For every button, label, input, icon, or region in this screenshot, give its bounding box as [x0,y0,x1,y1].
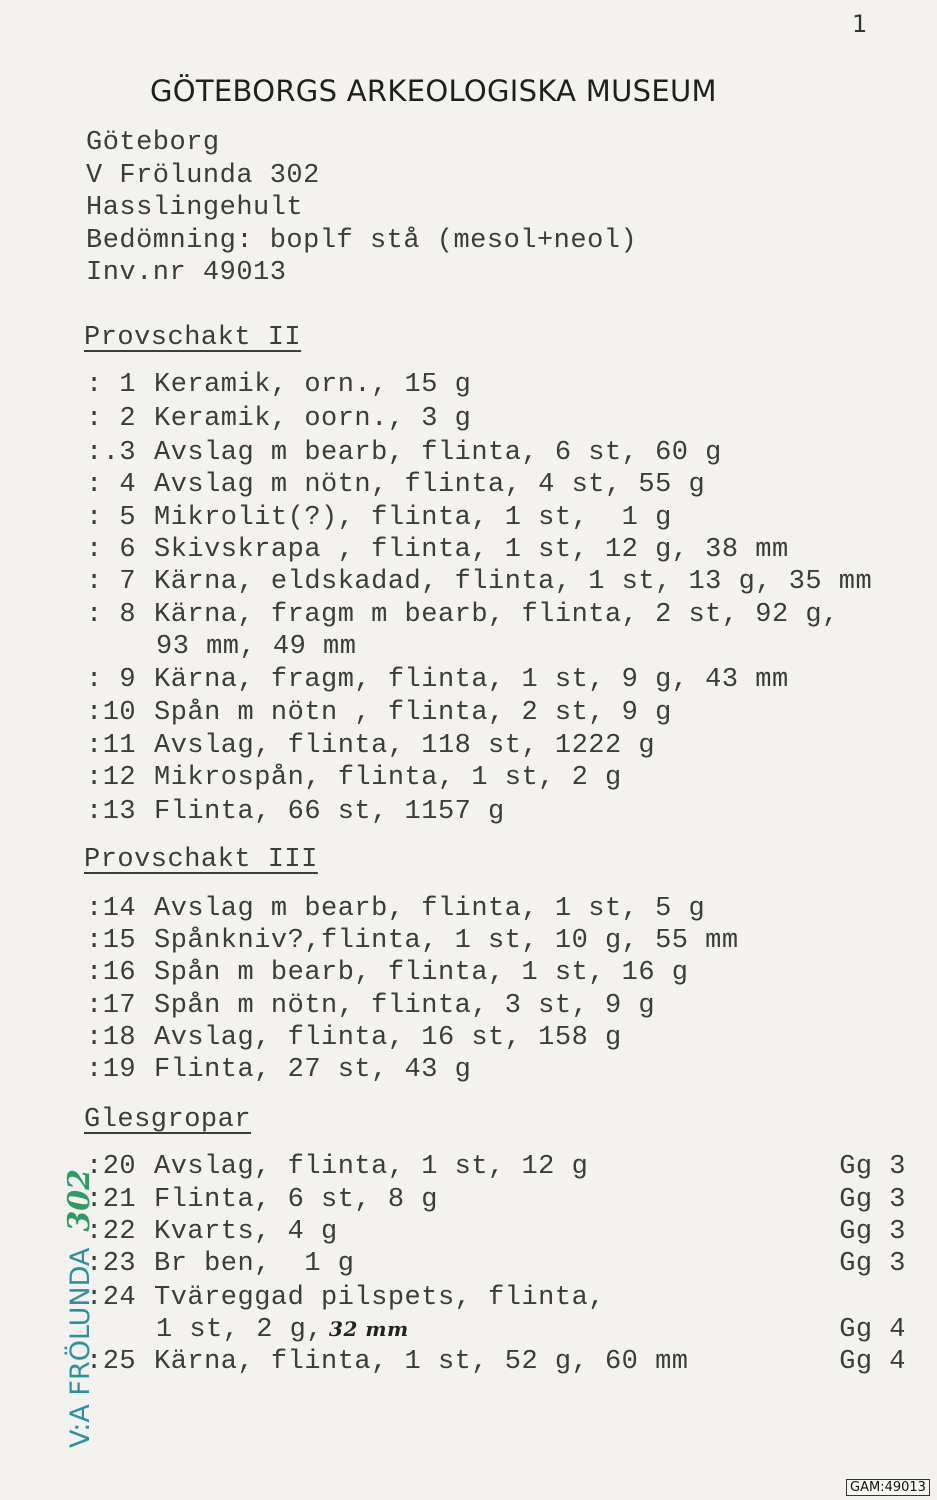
site-stamp [18,1110,97,1450]
item-number: :24 [86,1283,137,1313]
section-heading-provschakt-iii: Provschakt III [84,845,318,875]
list-item [86,926,916,960]
item-description: Keramik, orn., 15 g [154,370,472,400]
header-site: Hasslingehult [86,193,304,223]
item-pit-reference: Gg 3 [839,1152,906,1182]
item-description: Flinta, 66 st, 1157 g [154,797,505,827]
item-description: Avslag m bearb, flinta, 1 st, 5 g [154,894,706,924]
item-number: :10 [86,698,137,728]
header-parish: V Frölunda 302 [86,161,320,191]
item-number: :23 [86,1249,137,1279]
museum-title: GÖTEBORGS ARKEOLOGISKA MUSEUM [150,74,717,108]
item-number: : 5 [86,503,137,533]
list-item [86,1055,916,1089]
item-number: :17 [86,991,137,1021]
handwritten-note: 32 mm [329,1317,409,1341]
list-item [86,1152,916,1186]
list-item [86,894,916,928]
list-item [86,1217,916,1251]
list-item [86,1347,916,1381]
list-item [86,1185,916,1219]
stamp-text [62,1169,97,1448]
list-item [86,991,916,1025]
item-number: :25 [86,1347,137,1377]
item-description-continued [156,1315,409,1345]
item-number: :16 [86,958,137,988]
item-number: : 6 [86,535,137,565]
item-number: :22 [86,1217,137,1247]
list-item [86,958,916,992]
item-number: : 1 [86,370,137,400]
header-assessment: Bedömning: boplf stå (mesol+neol) [86,226,638,256]
item-number: :13 [86,797,137,827]
stamp-site-number: 302 [62,1168,97,1232]
item-description: Kvarts, 4 g [154,1217,338,1247]
header-city: Göteborg [86,128,220,158]
item-pit-reference: Gg 4 [839,1347,906,1377]
item-description: Br ben, 1 g [154,1249,355,1279]
item-number: :20 [86,1152,137,1182]
item-description: Skivskrapa , flinta, 1 st, 12 g, 38 mm [154,535,789,565]
item-description: Flinta, 6 st, 8 g [154,1185,438,1215]
item-number: : 8 [86,600,137,630]
item-number: : 2 [86,404,137,434]
list-item [86,438,916,472]
item-number: :15 [86,926,137,956]
item-description: Kärna, eldskadad, flinta, 1 st, 13 g, 35 mm [154,567,873,597]
stamp-site-name: V:A FRÖLUNDA [65,1247,96,1448]
item-description: Spån m bearb, flinta, 1 st, 16 g [154,958,689,988]
list-item [86,698,916,732]
section-heading-glesgropar: Glesgropar [84,1105,252,1135]
item-description-continued: 93 mm, 49 mm [156,632,357,662]
list-item [86,731,916,765]
item-description: Spån m nötn , flinta, 2 st, 9 g [154,698,672,728]
inventory-id-label: GAM:49013 [846,1479,930,1496]
list-item [86,1023,916,1057]
item-pit-reference: Gg 4 [839,1315,906,1345]
item-description: Avslag m bearb, flinta, 6 st, 60 g [154,438,722,468]
list-item [86,665,916,699]
list-item [86,600,916,666]
item-description: Avslag, flinta, 1 st, 12 g [154,1152,589,1182]
item-description: Mikrolit(?), flinta, 1 st, 1 g [154,503,672,533]
page-number: 1 [852,10,868,38]
list-item [86,797,916,831]
list-item [86,503,916,537]
item-description: Spån m nötn, flinta, 3 st, 9 g [154,991,656,1021]
list-item [86,370,916,404]
item-pit-reference: Gg 3 [839,1185,906,1215]
list-item [86,567,916,601]
section-heading-provschakt-ii: Provschakt II [84,323,302,353]
item-description: Kärna, flinta, 1 st, 52 g, 60 mm [154,1347,689,1377]
list-item [86,535,916,569]
item-description: Keramik, oorn., 3 g [154,404,472,434]
item-pit-reference: Gg 3 [839,1217,906,1247]
list-item [86,763,916,797]
item-description: Avslag m nötn, flinta, 4 st, 55 g [154,470,706,500]
item-continued-text: 1 st, 2 g, [156,1315,324,1345]
item-description: Kärna, fragm, flinta, 1 st, 9 g, 43 mm [154,665,789,695]
item-number: : 9 [86,665,137,695]
item-number: :.3 [86,438,137,468]
item-description: Spånkniv?,flinta, 1 st, 10 g, 55 mm [154,926,739,956]
item-number: :21 [86,1185,137,1215]
item-number: :19 [86,1055,137,1085]
item-pit-reference: Gg 3 [839,1249,906,1279]
item-description: Mikrospån, flinta, 1 st, 2 g [154,763,622,793]
list-item [86,1249,916,1283]
item-number: :12 [86,763,137,793]
item-description: Kärna, fragm m bearb, flinta, 2 st, 92 g, [154,600,839,630]
header-inventory-number: Inv.nr 49013 [86,258,287,288]
item-number: :18 [86,1023,137,1053]
item-description: Tväreggad pilspets, flinta, [154,1283,605,1313]
item-number: :11 [86,731,137,761]
item-description: Avslag, flinta, 16 st, 158 g [154,1023,622,1053]
item-description: Avslag, flinta, 118 st, 1222 g [154,731,656,761]
list-item [86,470,916,504]
item-number: : 4 [86,470,137,500]
list-item [86,404,916,438]
list-item [86,1283,916,1349]
item-description: Flinta, 27 st, 43 g [154,1055,472,1085]
item-number: :14 [86,894,137,924]
item-number: : 7 [86,567,137,597]
